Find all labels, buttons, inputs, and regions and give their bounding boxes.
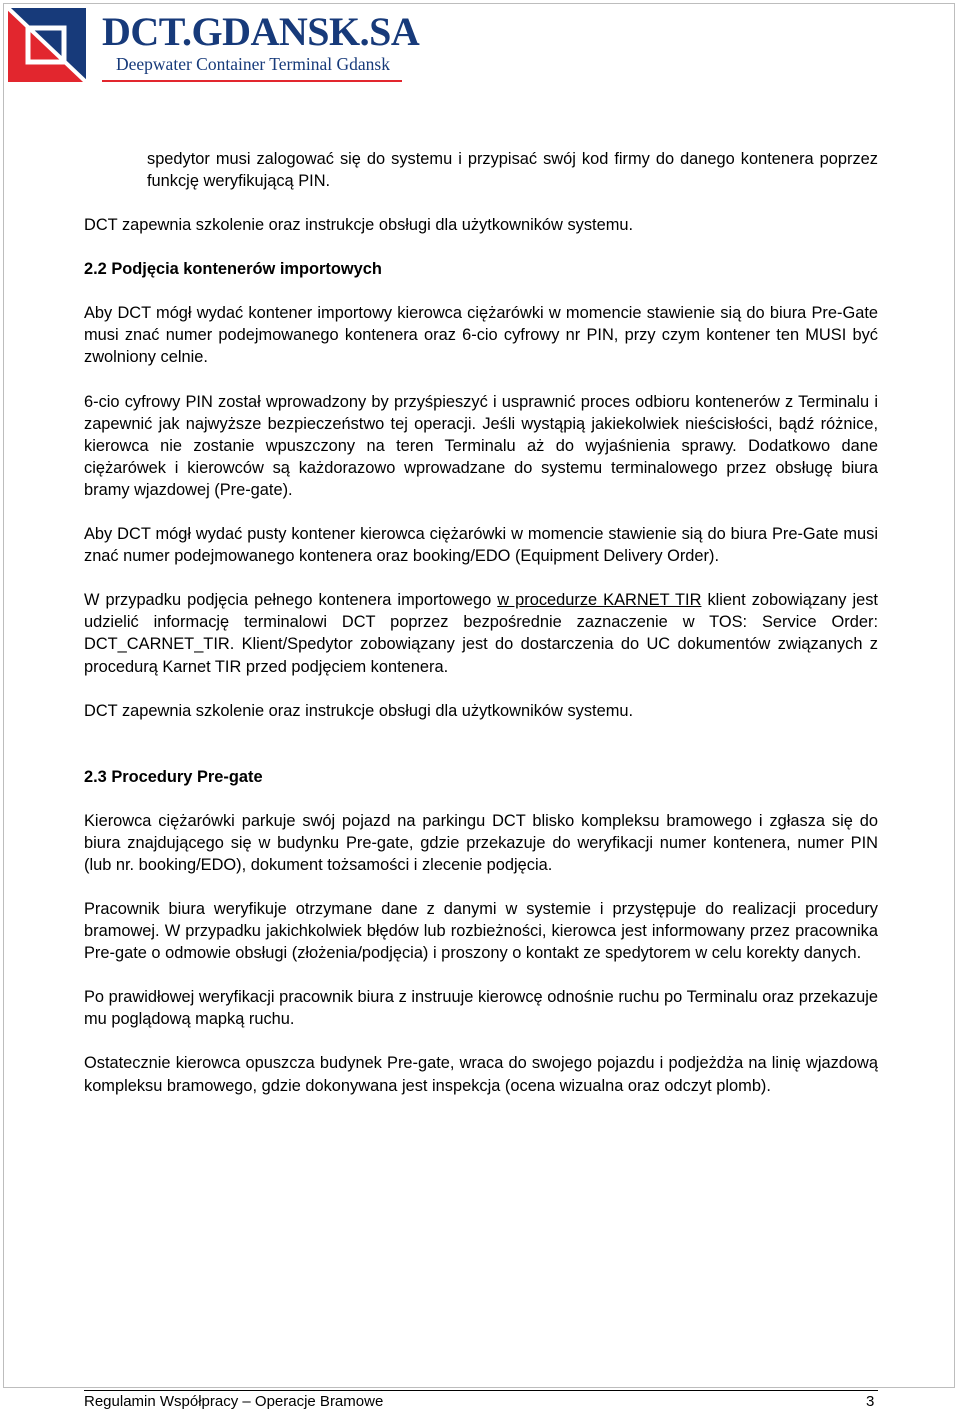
- paragraph: 6-cio cyfrowy PIN został wprowadzony by przyśpieszyć i usprawnić proces odbioru kontenerów z Terminalu i zapewnić jak najwyższe bezpieczeństwo tej operacji. Jeśli wystąpią jakiekolwiek nieścisłości, bądź różnice, kierowca nie zostanie wpuszczony na teren Terminalu aż do wyjaśnienia sprawy. Dodatkowo dane ciężarówek i kierowców są każdorazowo wprowadzane do systemu terminalowego przez obsługę biura bramy wjazdowej (Pre-gate).: [84, 392, 878, 499]
- section-title: 3 Procedury Pre-gate: [97, 767, 263, 786]
- paragraph: Aby DCT mógł wydać kontener importowy kierowca ciężarówki w momencie stawienie sią do biura Pre-Gate musi znać numer podejmowanego kontenera oraz 6-cio cyfrowy nr PIN, przy czym kontener ten MUSI być zwolniony celnie.: [84, 304, 878, 367]
- paragraph: [84, 589, 878, 677]
- paragraph: DCT zapewnia szkolenie oraz instrukcje obsługi dla użytkowników systemu.: [84, 216, 634, 235]
- logo-mark-icon: [6, 6, 88, 84]
- section-number: 2.: [84, 260, 98, 279]
- underlined-text: w procedurze KARNET TIR: [497, 591, 702, 610]
- company-name: DCT.GDANSK.SA: [102, 9, 420, 54]
- paragraph: Aby DCT mógł wydać pusty kontener kierowca ciężarówki w momencie stawienie sią do biura Pre-Gate musi znać numer podejmowanego kontenera oraz booking/EDO (Equipment Delivery Order).: [84, 525, 878, 566]
- footer-divider: [84, 1390, 878, 1391]
- section-heading-2-3: [84, 766, 878, 788]
- paragraph: Po prawidłowej weryfikacji pracownik biura z instruuje kierowcę odnośnie ruchu po Terminalu oraz przekazuje mu poglądową mapką ruchu.: [84, 988, 878, 1029]
- paragraph: Kierowca ciężarówki parkuje swój pojazd na parkingu DCT blisko kompleksu bramowego i zgłasza się do biura znajdującego się w budynku Pre-gate, gdzie przekazuje do weryfikacji numer kontenera, numer PIN (lub nr. booking/EDO), dokument tożsamości i zlecenie podjęcia.: [84, 811, 878, 874]
- section-heading-2-2: [84, 258, 878, 280]
- footer-title: Regulamin Współpracy – Operacje Bramowe: [84, 1393, 384, 1410]
- page-number: 3: [866, 1393, 875, 1410]
- company-logo: [6, 6, 420, 84]
- text-run: W przypadku podjęcia pełnego kontenera importowego: [84, 591, 498, 610]
- section-title: 2 Podjęcia kontenerów importowych: [97, 260, 382, 279]
- logo-underline: [102, 80, 402, 82]
- paragraph: Ostatecznie kierowca opuszcza budynek Pre-gate, wraca do swojego pojazdu i podjeżdża na linię wjazdową kompleksu bramowego, gdzie dokonywana jest inspekcja (ocena wizualna oraz odczyt plomb).: [84, 1054, 878, 1095]
- paragraph: DCT zapewnia szkolenie oraz instrukcje obsługi dla użytkowników systemu.: [84, 701, 634, 720]
- document-body: [84, 148, 878, 1097]
- section-number: 2.: [84, 767, 98, 786]
- paragraph: Pracownik biura weryfikuje otrzymane dane z danymi w systemie i przystępuje do realizacji procedury bramowej. W przypadku jakichkolwiek błędów lub rozbieżności, kierowca jest informowany przez pracownika Pre-gate o odmowie obsługi (złożenia/podjęcia) i proszony o kontakt ze spedytorem w celu korekty danych.: [84, 899, 878, 963]
- text-run: klient zobowiązany jest udzielić informację terminalowi DCT poprzez bezpośrednie zaznaczenie w TOS: Service Order: DCT_CARNET_TIR. Klient/Spedytor zobowiązany jest do dostarczenia do UC dokumentów związanych z procedurą Karnet TIR przed podjęciem kontenera.: [84, 591, 878, 676]
- paragraph: spedytor musi zalogować się do systemu i przypisać swój kod firmy do danego kontenera poprzez funkcję weryfikującą PIN.: [147, 150, 878, 191]
- company-subtitle: Deepwater Container Terminal Gdansk: [116, 54, 390, 74]
